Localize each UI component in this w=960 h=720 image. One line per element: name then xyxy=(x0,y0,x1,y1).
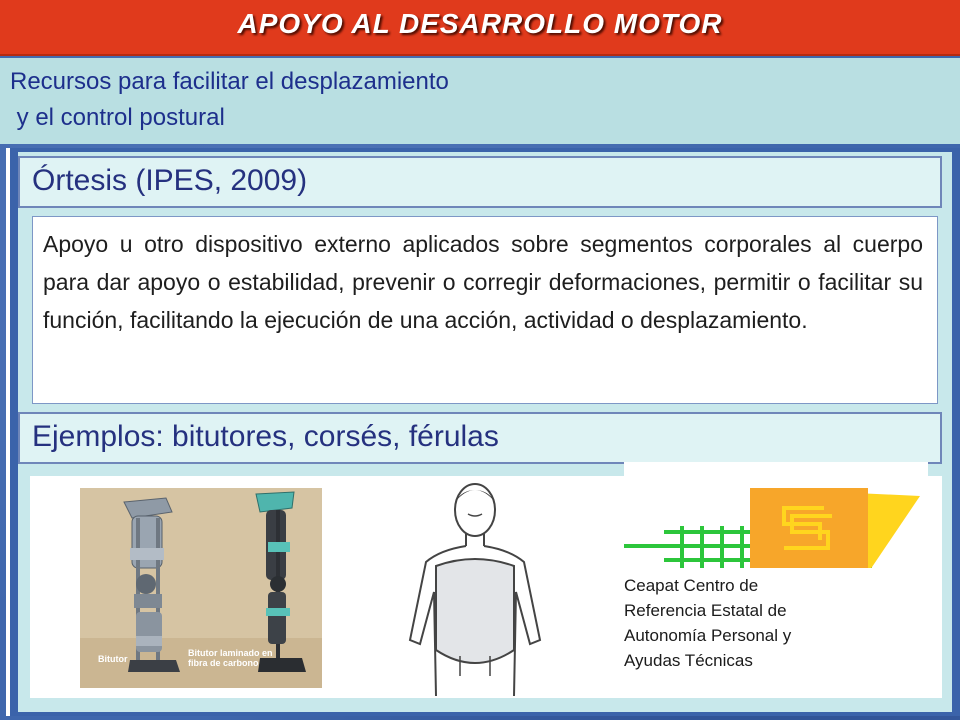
ceapat-line-1: Ceapat Centro de xyxy=(624,576,759,595)
ceapat-logo-icon xyxy=(624,462,928,570)
ceapat-line-2: Referencia Estatal de xyxy=(624,601,787,620)
ceapat-line-4: Ayudas Técnicas xyxy=(624,651,753,670)
corset-illustration xyxy=(400,480,550,696)
ceapat-logo xyxy=(624,462,928,570)
subtitle-line-1: Recursos para facilitar el desplazamiento xyxy=(10,68,449,95)
bitutor-carbon-label-1: Bitutor laminado en xyxy=(188,648,273,658)
definition-box xyxy=(32,216,938,404)
bitutor-label: Bitutor xyxy=(98,654,128,664)
slide-title: APOYO AL DESARROLLO MOTOR xyxy=(237,8,723,39)
ceapat-line-3: Autonomía Personal y xyxy=(624,626,792,645)
heading-examples xyxy=(18,412,942,464)
bitutor-photo xyxy=(80,488,322,688)
heading-examples-text: Ejemplos: bitutores, corsés, férulas xyxy=(32,420,499,453)
definition-text: Apoyo u otro dispositivo externo aplicados sobre segmentos corporales al cuerpo para dar apoyo o estabilidad, prevenir o corregir deformaciones, permitir o facilitar su función, facilitando la ejecución de una acción, actividad o desplazamiento. xyxy=(43,231,923,333)
title-bar xyxy=(0,0,960,56)
subtitle-panel xyxy=(0,58,960,144)
heading-ortesis-text: Órtesis (IPES, 2009) xyxy=(32,164,308,197)
bitutor-carbon-label-2: fibra de carbono xyxy=(188,658,259,668)
corset-icon xyxy=(400,480,550,696)
heading-ortesis xyxy=(18,156,942,208)
ceapat-caption xyxy=(620,568,912,694)
subtitle-line-2: y el control postural xyxy=(10,104,225,131)
